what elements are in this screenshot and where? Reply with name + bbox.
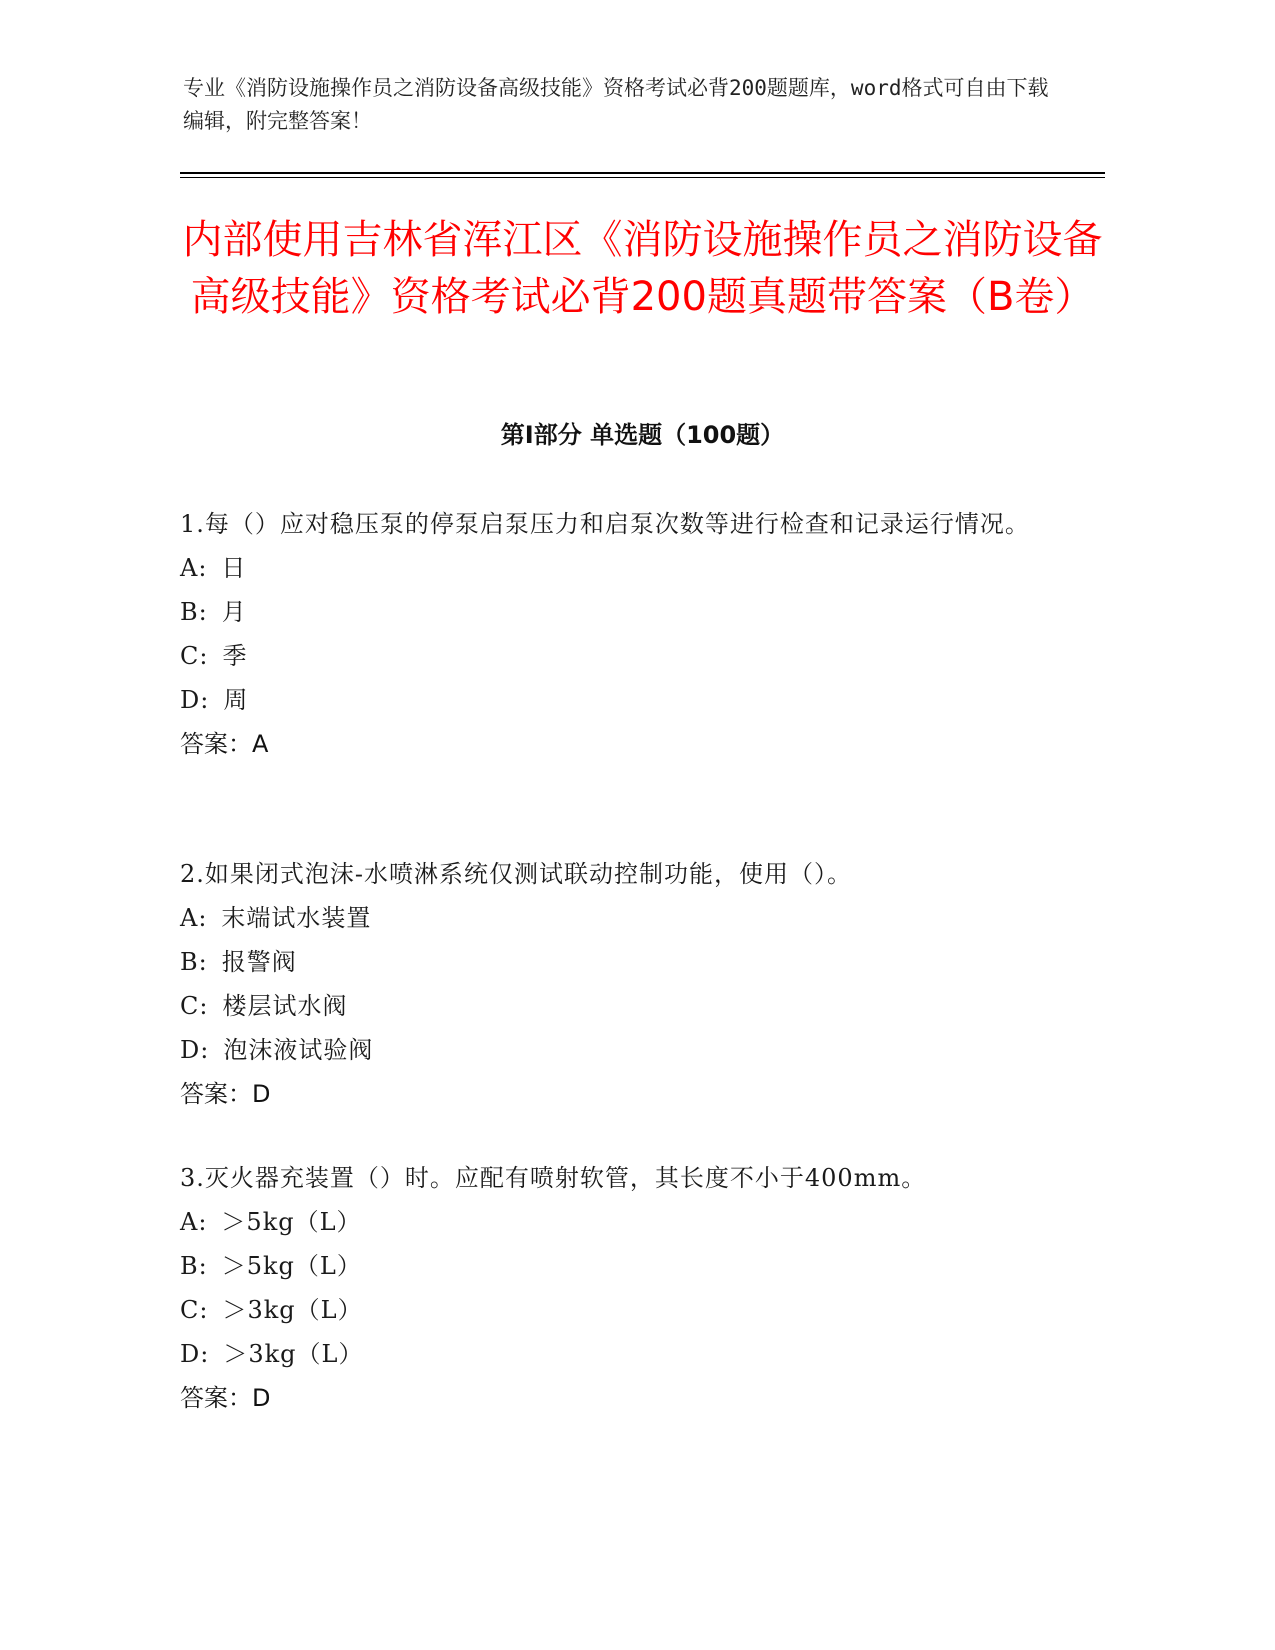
option-key: A: <box>180 1208 208 1236</box>
option-key: C: <box>180 642 209 670</box>
option-text: 泡沫液试验阀 <box>223 1036 374 1064</box>
header-rule-thin <box>180 177 1105 178</box>
option-key: A: <box>180 904 208 932</box>
option-key: D: <box>180 1036 210 1064</box>
option-a <box>180 1200 1040 1244</box>
option-c <box>180 1288 1040 1332</box>
option-key: C: <box>180 992 209 1020</box>
option-d <box>180 1332 1040 1376</box>
question-1 <box>180 502 1040 766</box>
option-a <box>180 546 1040 590</box>
question-stem: 1.每（）应对稳压泵的停泵启泵压力和启泵次数等进行检查和记录运行情况。 <box>180 510 1030 538</box>
option-key: B: <box>180 598 208 626</box>
option-key: B: <box>180 948 208 976</box>
option-c <box>180 984 1040 1028</box>
option-b <box>180 940 1040 984</box>
option-b <box>180 1244 1040 1288</box>
section-heading: 第Ⅰ部分 单选题（100题） <box>500 421 785 449</box>
option-text: ＞3kg（L） <box>222 1296 363 1324</box>
header-rule-thick <box>180 172 1105 174</box>
option-text: 周 <box>223 686 249 714</box>
option-key: D: <box>180 1340 210 1368</box>
option-text: 报警阀 <box>221 948 297 976</box>
answer: 答案：A <box>180 730 269 758</box>
option-text: 末端试水装置 <box>221 904 372 932</box>
option-c <box>180 634 1040 678</box>
option-text: 楼层试水阀 <box>222 992 348 1020</box>
option-text: 日 <box>221 554 247 582</box>
answer: 答案：D <box>180 1080 271 1108</box>
option-d <box>180 1028 1040 1072</box>
question-2 <box>180 852 1040 1116</box>
option-key: A: <box>180 554 208 582</box>
option-d <box>180 678 1040 722</box>
option-b <box>180 590 1040 634</box>
option-text: 月 <box>221 598 247 626</box>
question-3 <box>180 1156 1040 1420</box>
question-stem: 2.如果闭式泡沫-水喷淋系统仅测试联动控制功能，使用（）。 <box>180 860 853 888</box>
option-text: 季 <box>222 642 248 670</box>
option-text: ＞3kg（L） <box>223 1340 364 1368</box>
option-key: B: <box>180 1252 208 1280</box>
option-text: ＞5kg（L） <box>221 1252 362 1280</box>
option-a <box>180 896 1040 940</box>
option-key: D: <box>180 686 210 714</box>
option-text: ＞5kg（L） <box>221 1208 362 1236</box>
document-title: 内部使用吉林省浑江区《消防设施操作员之消防设备高级技能》资格考试必背200题真题带答案（B卷） <box>182 217 1103 320</box>
answer: 答案：D <box>180 1384 271 1412</box>
option-key: C: <box>180 1296 209 1324</box>
header-note: 专业《消防设施操作员之消防设备高级技能》资格考试必背200题题库，word格式可自由下载编辑，附完整答案！ <box>183 76 1049 133</box>
question-stem: 3.灭火器充装置（）时。应配有喷射软管，其长度不小于400mm。 <box>180 1164 927 1192</box>
